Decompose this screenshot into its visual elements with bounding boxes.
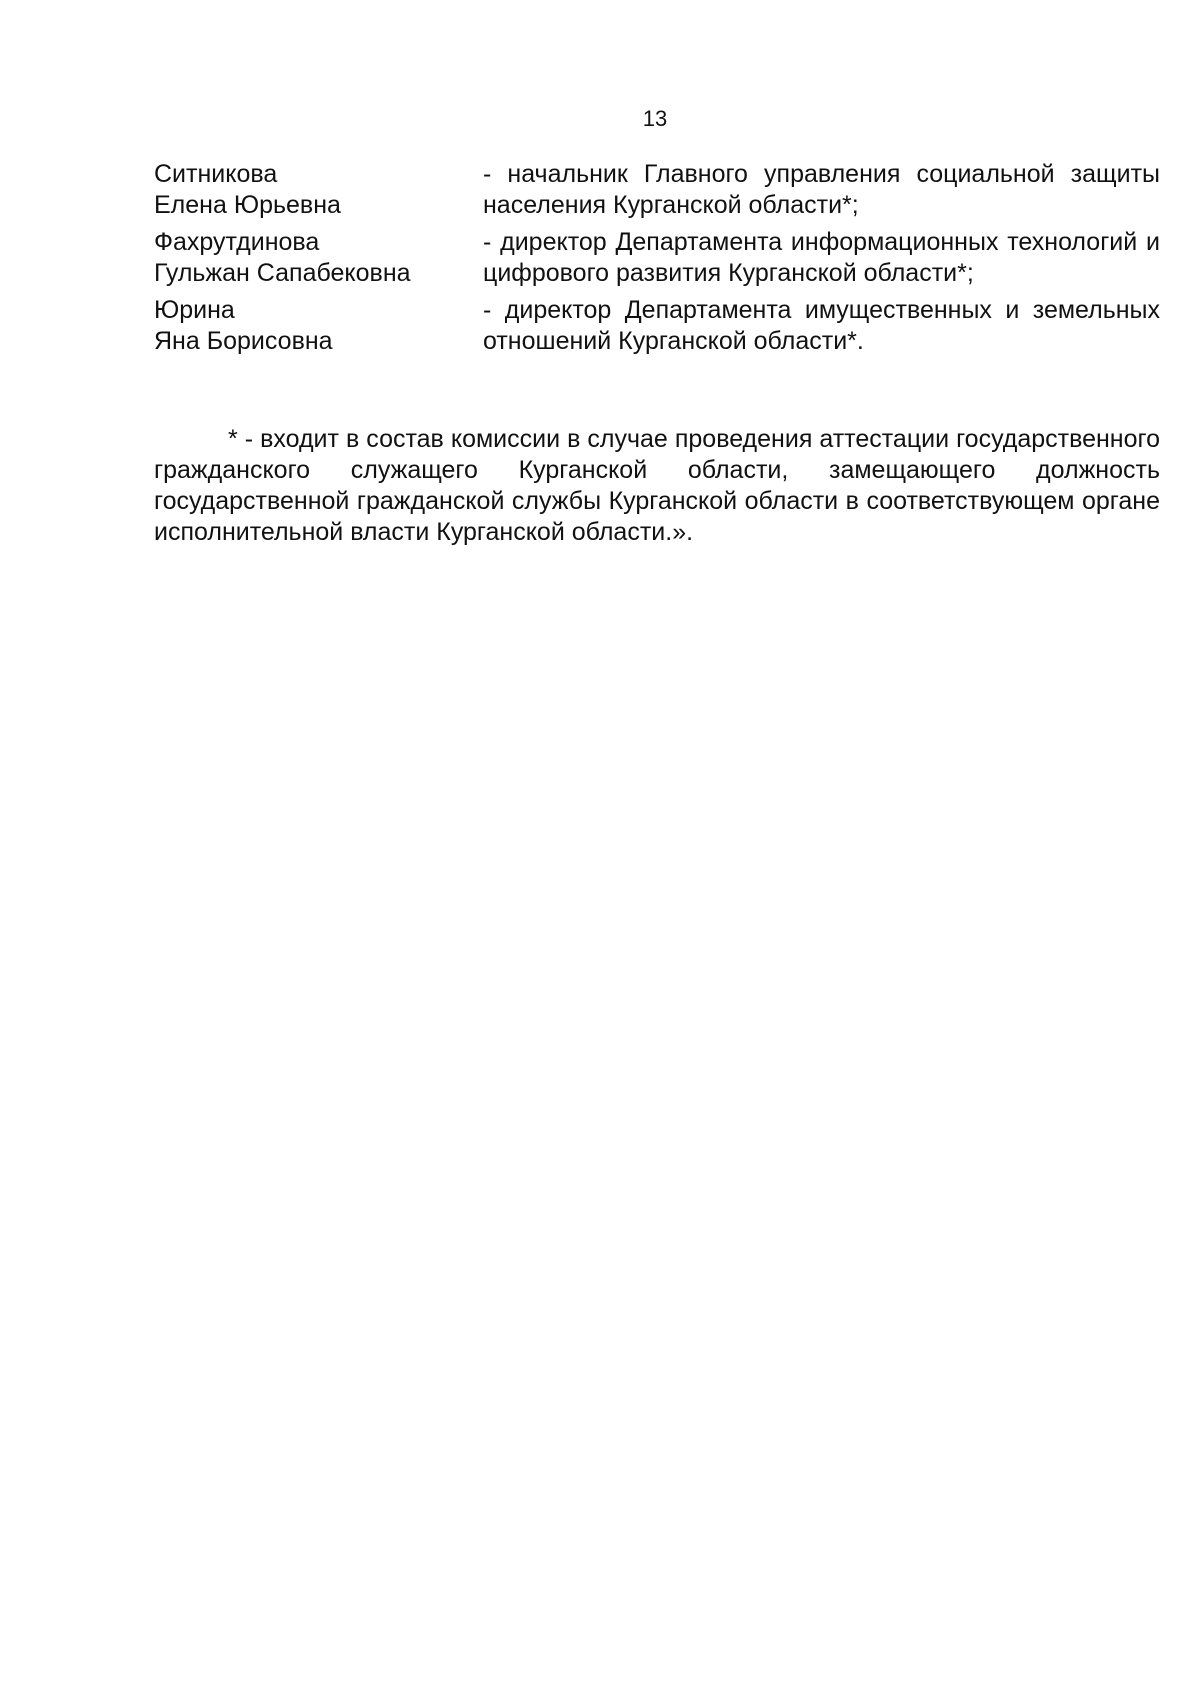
commission-members-list [154,159,1160,363]
page-number-container [0,106,1200,132]
member-name [154,159,483,221]
member-name [154,295,483,357]
member-surname: Юрина [154,296,235,324]
page-number: 13 [642,106,668,131]
member-surname: Ситникова [154,160,278,188]
member-name [154,227,483,289]
member-surname: Фахрутдинова [154,228,320,256]
member-given-names: Яна Борисовна [154,327,333,355]
member-position: - директор Департамента имущественных и земельных отношений Курганской области*. [483,296,1160,355]
member-given-names: Елена Юрьевна [154,191,341,219]
footnote: * - входит в состав комиссии в случае проведения аттестации государственного гражданского служащего Курганской области, замещающего должность государственной гражданской службы Курганской области в соответствующем органе исполнительной власти Курганской области.». [154,425,1160,546]
member-row [154,159,1160,221]
member-row [154,227,1160,289]
member-position: - начальник Главного управления социальной защиты населения Курганской области*; [483,160,1160,219]
member-given-names: Гульжан Сапабековна [154,259,411,287]
member-position: - директор Департамента информационных технологий и цифрового развития Курганской области*; [483,228,1160,287]
member-row [154,295,1160,357]
